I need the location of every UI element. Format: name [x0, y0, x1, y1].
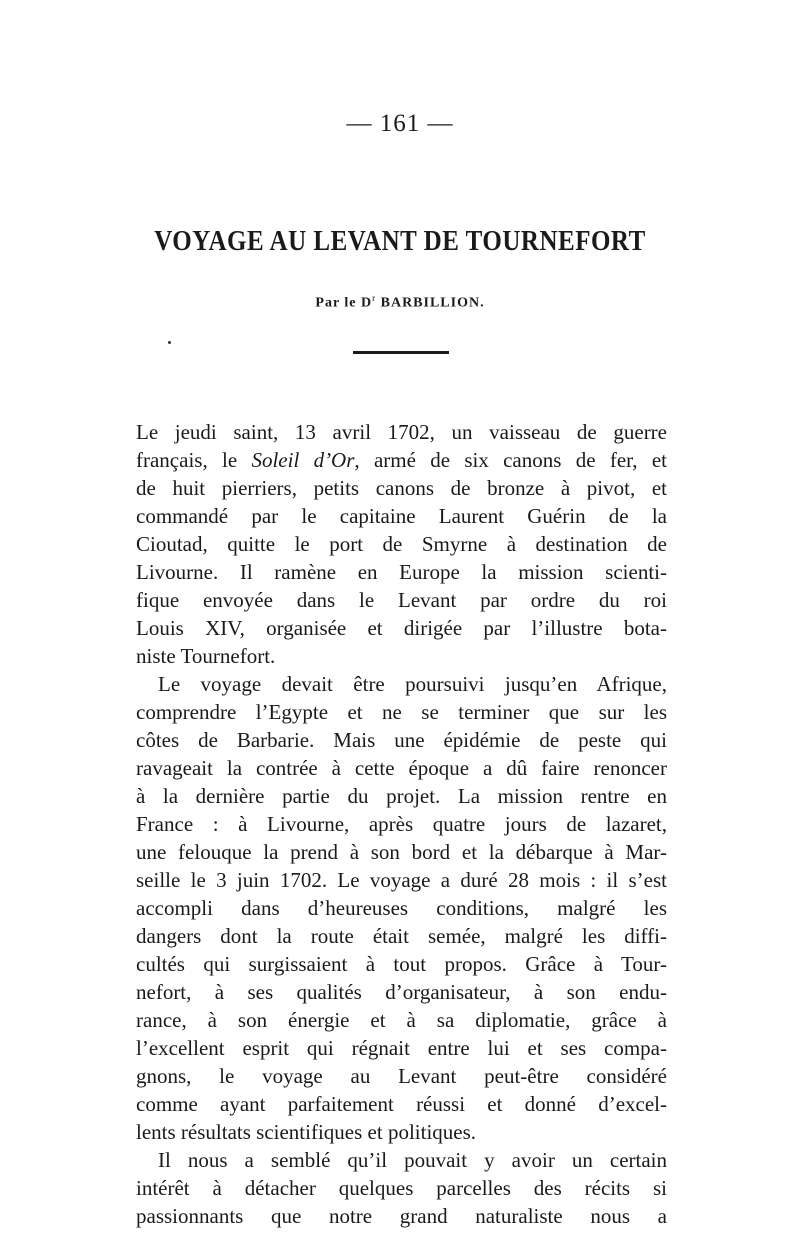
text-line — [136, 586, 667, 614]
text-run: à la dernière partie du projet. La mission rentre en — [136, 784, 667, 808]
text-line — [136, 810, 667, 838]
text-line — [136, 642, 667, 670]
text-run: comme ayant parfaitement réussi et donné d’excel- — [136, 1092, 667, 1116]
text-run: Le jeudi saint, 13 avril 1702, un vaisseau de guerre — [136, 420, 667, 444]
text-line — [136, 894, 667, 922]
text-line — [136, 614, 667, 642]
text-run: Livourne. Il ramène en Europe la mission scienti- — [136, 560, 667, 584]
author-byline — [0, 293, 800, 312]
text-line — [136, 502, 667, 530]
text-line — [136, 446, 667, 474]
text-line — [136, 754, 667, 782]
text-line — [136, 1006, 667, 1034]
text-line — [136, 530, 667, 558]
paragraph — [136, 670, 667, 1146]
text-line — [136, 726, 667, 754]
text-run: fique envoyée dans le Levant par ordre du roi — [136, 588, 667, 612]
byline-superscript: r — [372, 293, 377, 303]
text-line — [136, 1118, 667, 1146]
text-run: rance, à son énergie et à sa diplomatie, grâce à — [136, 1008, 667, 1032]
ink-speck — [168, 341, 171, 344]
text-run: une felouque la prend à son bord et la débarque à Mar- — [136, 840, 667, 864]
text-line — [136, 978, 667, 1006]
text-line — [136, 698, 667, 726]
text-line — [136, 1062, 667, 1090]
text-line — [136, 1174, 667, 1202]
text-run: France : à Livourne, après quatre jours de lazaret, — [136, 812, 667, 836]
text-line — [136, 1146, 667, 1174]
page-number: — 161 — — [346, 110, 454, 137]
text-run: dangers dont la route était semée, malgré les diffi- — [136, 924, 667, 948]
text-run: accompli dans d’heureuses conditions, malgré les — [136, 896, 667, 920]
text-run: lents résultats scientifiques et politiques. — [136, 1120, 477, 1144]
text-run: Il nous a semblé qu’il pouvait y avoir un certain — [158, 1148, 667, 1172]
text-line — [136, 1090, 667, 1118]
text-run: de huit pierriers, petits canons de bronze à pivot, et — [136, 476, 667, 500]
text-line — [136, 558, 667, 586]
paragraph — [136, 418, 667, 670]
text-run: , armé de six canons de fer, et — [354, 448, 667, 472]
chapter-title: VOYAGE AU LEVANT DE TOURNEFORT — [154, 225, 646, 257]
byline-prefix: Par le D — [315, 295, 373, 311]
text-run: français, le — [136, 448, 252, 472]
text-run: gnons, le voyage au Levant peut-être considéré — [136, 1064, 667, 1088]
text-line — [136, 1202, 667, 1230]
text-line — [136, 838, 667, 866]
paragraph — [136, 1146, 667, 1230]
body-text — [136, 418, 667, 1230]
text-run: Le voyage devait être poursuivi jusqu’en Afrique, — [158, 672, 667, 696]
text-line — [136, 782, 667, 810]
text-run: seille le 3 juin 1702. Le voyage a duré 28 mois : il s’est — [136, 868, 667, 892]
text-run: l’excellent esprit qui régnait entre lui et ses compa- — [136, 1036, 667, 1060]
text-run: ravageait la contrée à cette époque a dû faire renoncer — [136, 756, 667, 780]
text-line — [136, 474, 667, 502]
text-run: comprendre l’Egypte et ne se terminer que sur les — [136, 700, 667, 724]
italic-text-run: Soleil d’Or — [251, 448, 355, 472]
section-divider — [353, 351, 449, 354]
text-line — [136, 950, 667, 978]
text-run: intérêt à détacher quelques parcelles des récits si — [136, 1176, 667, 1200]
text-run: passionnants que notre grand naturaliste nous a — [136, 1204, 667, 1228]
text-run: Cioutad, quitte le port de Smyrne à destination de — [136, 532, 667, 556]
text-run: cultés qui surgissaient à tout propos. Grâce à Tour- — [136, 952, 667, 976]
text-run: Louis XIV, organisée et dirigée par l’illustre bota- — [136, 616, 667, 640]
text-run: commandé par le capitaine Laurent Guérin de la — [136, 504, 667, 528]
text-line — [136, 866, 667, 894]
text-line — [136, 1034, 667, 1062]
text-line — [136, 922, 667, 950]
byline-author: BARBILLION. — [376, 295, 485, 311]
text-run: niste Tournefort. — [136, 644, 276, 668]
text-run: nefort, à ses qualités d’organisateur, à son endu- — [136, 980, 667, 1004]
text-line — [136, 418, 667, 446]
text-line — [136, 670, 667, 698]
text-run: côtes de Barbarie. Mais une épidémie de peste qui — [136, 728, 667, 752]
